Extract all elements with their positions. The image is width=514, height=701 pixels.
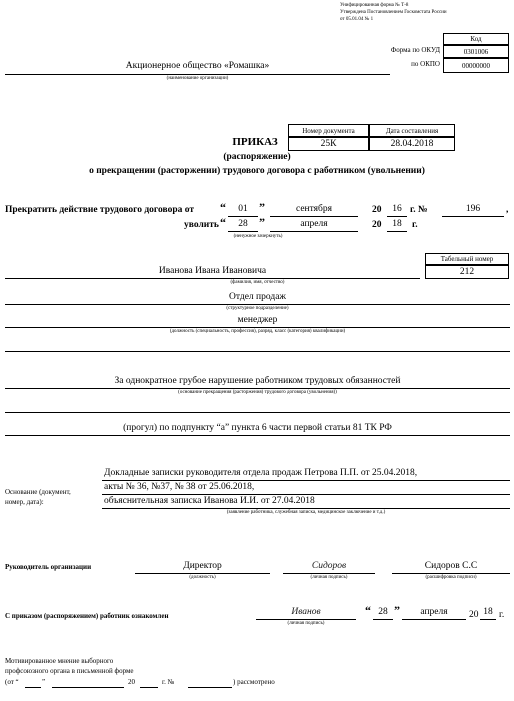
dismiss-label: уволить [184,220,219,230]
department-caption: (структурное подразделение) [226,306,289,311]
ack-day-quote-open: “ [365,603,371,617]
head-signature-line [283,573,375,574]
tab-number-value: 212 [425,265,509,279]
contract-day-quote-open: “ [220,200,226,214]
ack-month-line [402,619,466,620]
department: Отдел продаж [229,292,286,302]
position-line [5,327,510,328]
footer-line-1: Мотивированное мнение выборного [5,657,114,665]
termination-reason-2: (прогул) по подпункту “а” пункта 6 части первой статьи 81 ТК РФ [123,423,392,433]
order-subtitle: (распоряжение) [223,152,291,162]
basis-line-2-rule [102,494,510,495]
department-line [5,304,510,305]
head-name: Сидоров С.С [424,561,478,571]
head-signature-caption: (личная подпись) [310,575,348,580]
dismiss-year-line [387,231,407,232]
position-caption: (должность (специальность, профессия), разряд, класс (категория) квалификации) [169,329,346,334]
head-label: Руководитель организации [5,563,92,571]
ack-month: апреля [420,607,448,617]
position-extra-line [5,351,510,352]
organization-underline [5,74,390,75]
basis-label-1: Основание (документ, [5,488,71,496]
ack-year-line [480,619,496,620]
basis-label-2: номер, дата): [5,498,44,506]
okpo-label: по ОКПО [411,60,440,68]
ack-year: 18 [483,607,493,617]
doc-number-value: 25К [288,137,369,151]
contract-day: 01 [238,204,248,214]
form-number-line: Унифицированная форма № Т-8 [340,3,409,8]
contract-year-line [387,216,407,217]
head-position: Директор [183,561,222,571]
order-title: ПРИКАЗ [232,136,278,148]
employee-name-line [5,278,420,279]
termination-reason-caption: (основание прекращения (расторжения) трудового договора (увольнения)) [178,390,337,395]
dismiss-day-quote-open: “ [220,215,226,229]
basis-caption: (заявление работника, служебная записка, медицинское заключение и т.д.) [226,510,386,515]
footer-close-quote: ” [42,678,46,686]
contract-number: 196 [465,204,481,214]
dismiss-year-prefix: 20 [372,220,382,230]
employee-name-caption: (фамилия, имя, отчество) [230,280,285,285]
dismiss-day: 28 [238,219,248,229]
ack-g: г. [499,610,505,620]
footer-day-line [25,687,41,688]
dismiss-year: 18 [392,219,402,229]
organization-name: Акционерное общество «Ромашка» [125,61,270,71]
basis-line-2: акты № 36, №37, № 38 от 25.06.2018, [104,482,255,492]
termination-reason: За однократное грубое нарушение работником трудовых обязанностей [114,376,401,386]
form-approval-line: Утверждена Постановлением Госкомстата России [340,10,447,15]
order-description: о прекращении (расторжении) трудового договора с работником (увольнении) [89,166,425,176]
head-name-line [392,573,510,574]
employee-name: Иванова Ивана Ивановича [158,266,267,276]
ack-day: 28 [378,607,388,617]
basis-line-1-rule [102,480,510,481]
ack-signature-caption: (личная подпись) [287,621,325,626]
footer-line-2: профсоюзного органа в письменной форме [5,667,134,675]
okud-label: Форма по ОКУД [390,46,440,54]
basis-line-3: объяснительная записка Иванова И.И. от 27.04.2018 [104,496,315,506]
dismiss-day-quote-close: ” [259,215,265,229]
doc-date-value: 28.04.2018 [369,137,455,151]
footer-year-line [140,687,158,688]
code-header-cell: Код [443,33,509,45]
footer-number-line [188,687,232,688]
dismiss-g: г. [412,220,418,230]
contract-month: сентября [296,204,332,214]
okpo-value-cell: 00000000 [443,58,509,73]
organization-caption: (наименование организации) [166,76,229,81]
doc-date-header: Дата составления [369,124,455,137]
termination-reason-line [5,388,510,389]
dismiss-month: апреля [300,219,328,229]
ack-day-quote-close: ” [394,603,400,617]
basis-line-3-rule [102,508,510,509]
footer-month-line [52,687,124,688]
contract-year: 16 [392,204,402,214]
ack-signature: Иванов [291,607,321,617]
footer-open: (от “ [5,678,19,686]
footer-reviewed: ) рассмотрено [233,678,275,686]
basis-line-1: Докладные записки руководителя отдела продаж Петрова П.П. от 25.04.2018, [104,468,418,478]
contract-day-quote-close: ” [259,200,265,214]
contract-comma: , [506,205,509,215]
footer-number-label: г. № [162,678,175,686]
head-position-line [135,573,270,574]
termination-reason-2-line [5,435,510,436]
dismiss-caption: (ненужное зачеркнуть) [233,234,283,239]
head-position-caption: (должность) [189,575,216,580]
ack-signature-line [256,619,356,620]
contract-label: Прекратить действие трудового договора от [5,205,195,215]
contract-year-prefix: 20 [372,205,382,215]
ack-day-line [373,619,393,620]
contract-number-line [442,216,504,217]
dismiss-month-line [270,231,358,232]
tab-number-header: Табельный номер [425,253,509,265]
head-name-caption: (расшифровка подписи) [425,575,477,580]
form-approval-date-line: от 05.01.04 № 1 [340,17,374,22]
okud-value-cell: 0301006 [443,45,509,58]
contract-day-line [228,216,258,217]
termination-blank-line [5,412,510,413]
doc-number-header: Номер документа [288,124,369,137]
footer-year-prefix: 20 [128,678,135,686]
head-signature: Сидоров [311,561,347,571]
contract-month-line [270,216,358,217]
ack-label: С приказом (распоряжением) работник ознакомлен [5,612,169,620]
position: менеджер [237,315,278,325]
dismiss-day-line [228,231,258,232]
ack-year-prefix: 20 [469,610,479,620]
contract-number-label: г. № [410,205,428,215]
